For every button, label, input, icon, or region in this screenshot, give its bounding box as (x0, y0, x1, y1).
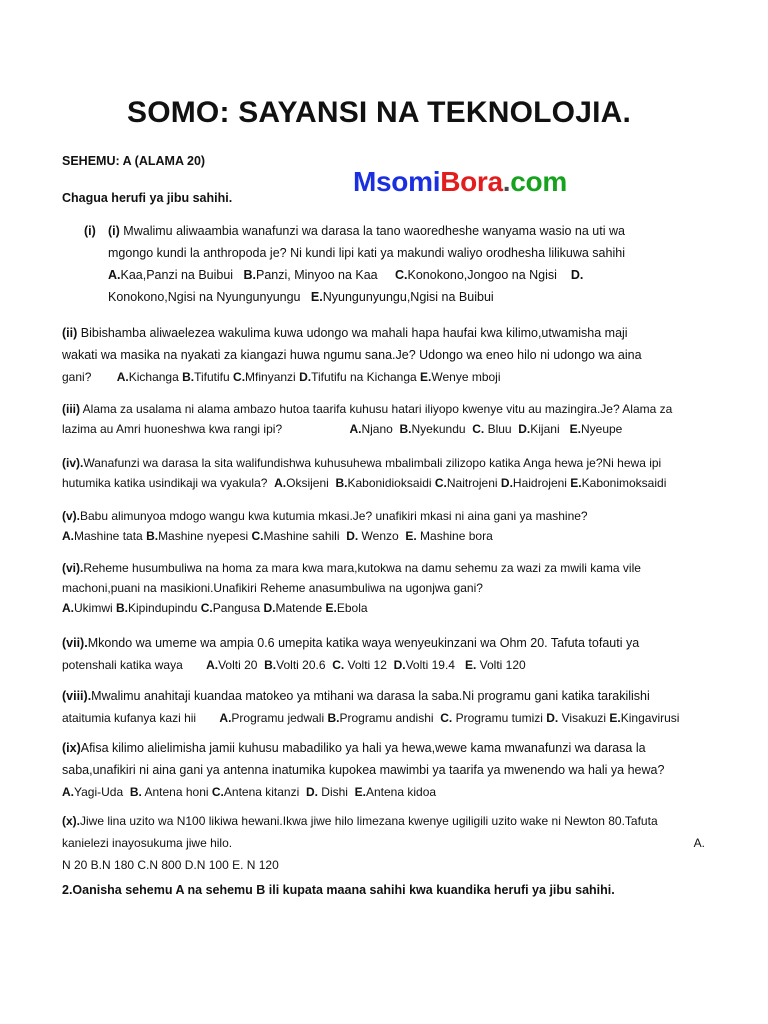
option-d-text: Visakuzi (561, 711, 607, 725)
option-a-text: Yagi-Uda (74, 785, 124, 799)
option-a-letter: A. (62, 601, 74, 615)
question-4-text-1: Wanafunzi wa darasa la sita walifundishwa kuhusuhewa mbalimbali zilizopo katika Anga hewa je?Ni hewa ipi (83, 456, 662, 470)
question-2-text-1: Bibishamba aliwaelezea wakulima kuwa udongo wa mahali hapa haufai kwa kilimo,utwamisha maji (80, 326, 628, 340)
option-c-letter: C. (440, 711, 453, 725)
section-label: SEHEMU: A (ALAMA 20) (62, 154, 206, 168)
option-e-letter: E. (325, 601, 337, 615)
option-b-letter: B. (399, 422, 412, 436)
option-e-letter: E. (570, 476, 582, 490)
option-e-text: Volti 120 (479, 658, 526, 672)
option-e-letter: E. (569, 422, 581, 436)
option-c-text: Mashine sahili (263, 529, 340, 543)
option-d-letter: D. (305, 785, 318, 799)
question-5-options-line (62, 526, 717, 546)
question-10-text-1: Jiwe lina uzito wa N100 likiwa hewani.Ikwa jiwe hilo limezana kwenye ugiligili uzito wake ni Newton 80.Tafuta (80, 814, 658, 828)
question-6 (62, 558, 717, 618)
logo-part-msomi: Msomi (353, 166, 441, 197)
question-9-options-line (62, 781, 717, 803)
option-b-letter: B. (243, 268, 257, 282)
option-b-text: Programu andishi (339, 711, 434, 725)
option-a-letter: A. (108, 268, 121, 282)
option-b-letter: B. (146, 529, 159, 543)
option-c-letter: C. (395, 268, 408, 282)
question-10-text-2: kanielezi inayosukuma jiwe hilo. (62, 836, 233, 850)
question-9-text-1: Afisa kilimo alielimisha jamii kuhusu mabadiliko ya hali ya hewa,wewe kama mwanafunzi wa darasa la (80, 741, 646, 755)
question-9-text-2: saba,unafikiri ni aina gani ya antenna inatumika kupokea mawimbi ya taarifa ya mwenendo wa hali ya hewa? (62, 763, 665, 777)
option-a-text: Kichanga (128, 370, 179, 384)
option-c-text: Programu tumizi (455, 711, 543, 725)
option-b-text: Volti 20.6 (276, 658, 326, 672)
option-e-text: Kingavirusi (620, 711, 680, 725)
option-c-text: Antena kitanzi (223, 785, 300, 799)
question-2-number: (ii) (62, 326, 78, 340)
option-d-text: Kijani (530, 422, 560, 436)
option-b-letter: B. (264, 658, 277, 672)
option-d-text: Haidrojeni (512, 476, 567, 490)
question-4 (62, 453, 717, 493)
logo-part-bora: Bora (440, 166, 503, 197)
question-1-options-line-2 (62, 286, 717, 308)
question-3-text-2: lazima au Amri huoneshwa kwa rangi ipi? (62, 422, 283, 436)
question-9 (62, 737, 717, 803)
option-d-letter: D. (263, 601, 276, 615)
option-e-text: Mashine bora (420, 529, 493, 543)
question-8 (62, 685, 717, 729)
option-c-letter: C. (211, 785, 224, 799)
option-c-letter: C. (434, 476, 447, 490)
question-4-options-line (62, 473, 717, 493)
option-d-text: Konokono,Ngisi na Nyungunyungu (108, 290, 301, 304)
option-a-letter: A. (62, 785, 74, 799)
question-4-number: (iv). (62, 456, 84, 470)
option-b-text: Tifutifu (194, 370, 230, 384)
question-6-text-1: Reheme husumbuliwa na homa za mara kwa mara,kutokwa na damu sehemu za wazi za mwili kama vile (83, 561, 641, 575)
option-d-letter: D. (570, 268, 584, 282)
option-b-text: Antena honi (144, 785, 209, 799)
option-b-letter: B. (327, 711, 340, 725)
option-e-text: Kabonimoksaidi (581, 476, 667, 490)
option-c-text: Volti 12 (347, 658, 387, 672)
option-b-letter: B. (129, 785, 142, 799)
option-b-letter: B. (182, 370, 195, 384)
option-e-text: Nyeupe (580, 422, 623, 436)
question-3-options-line (62, 419, 717, 439)
option-a-letter: A. (116, 370, 129, 384)
question-7-text-1: Mkondo wa umeme wa ampia 0.6 umepita katika waya wenyeukinzani wa Ohm 20. Tafuta tofauti ya (87, 636, 640, 650)
option-e-text: Ebola (336, 601, 368, 615)
option-e-letter: E. (310, 290, 323, 304)
option-c-text: Konokono,Jongoo na Ngisi (407, 268, 557, 282)
option-c-text: Mfinyanzi (245, 370, 296, 384)
option-a-text: Njano (361, 422, 393, 436)
question-1-text-2: mgongo kundi la anthropoda je? Ni kundi lipi kati ya makundi waliyo orodhesha lilikuwa sahihi (108, 246, 625, 260)
question-3-number: (iii) (62, 402, 80, 416)
option-c-letter: C. (472, 422, 485, 436)
option-c-text: Pangusa (212, 601, 261, 615)
option-e-letter: E. (464, 658, 477, 672)
option-a-text: Mashine tata (74, 529, 143, 543)
option-d-letter: D. (393, 658, 406, 672)
option-a-letter: A. (62, 529, 74, 543)
next-question-heading: 2.Oanisha sehemu A na sehemu B ili kupata maana sahihi kwa kuandika herufi ya jibu sahihi. (62, 883, 615, 897)
question-6-text-2: machoni,puani na masikioni.Unafikiri Reheme anasumbuliwa na ugonjwa gani? (62, 581, 483, 595)
option-b-text: Kipindupindu (128, 601, 198, 615)
question-5 (62, 506, 717, 546)
question-10-option-a-letter: A. (693, 836, 705, 850)
option-b-text: Nyekundu (411, 422, 466, 436)
question-7-text-2: potenshali katika waya (62, 658, 183, 672)
logo-dot: . (502, 166, 511, 197)
question-7 (62, 632, 717, 676)
question-10-options-line: N 20 B.N 180 C.N 800 D.N 100 E. N 120 (62, 858, 279, 872)
option-a-letter: A. (274, 476, 287, 490)
question-8-text-1: Mwalimu anahitaji kuandaa matokeo ya mtihani wa darasa la saba.Ni programu gani katika tarakilishi (91, 689, 650, 703)
question-4-text-2: hutumika katika usindikaji wa vyakula? (62, 476, 268, 490)
question-2-text-3: gani? (62, 370, 92, 384)
question-2 (62, 322, 717, 388)
question-1-inner-number: (i) (108, 224, 120, 238)
option-a-letter: A. (349, 422, 362, 436)
instruction-text: Chagua herufi ya jibu sahihi. (62, 191, 233, 205)
option-d-letter: D. (299, 370, 312, 384)
page-title: SOMO: SAYANSI NA TEKNOLOJIA. (127, 96, 632, 129)
option-d-letter: D. (500, 476, 513, 490)
option-a-text: Programu jedwali (231, 711, 325, 725)
option-d-text: Tifutifu na Kichanga (311, 370, 417, 384)
option-c-letter: C. (233, 370, 246, 384)
option-a-text: Kaa,Panzi na Buibui (120, 268, 234, 282)
site-logo (353, 166, 567, 198)
question-1-options-line (62, 264, 717, 286)
option-d-text: Dishi (321, 785, 348, 799)
question-10 (62, 810, 717, 876)
option-c-letter: C. (332, 658, 345, 672)
question-1-line-1 (62, 220, 717, 242)
option-b-letter: B. (335, 476, 348, 490)
option-d-letter: D. (518, 422, 531, 436)
option-c-letter: C. (251, 529, 264, 543)
option-d-text: Volti 19.4 (405, 658, 455, 672)
question-10-number: (x). (62, 814, 80, 828)
question-6-options-line (62, 598, 717, 618)
option-e-letter: E. (405, 529, 417, 543)
question-6-number: (vi). (62, 561, 84, 575)
option-c-text: Naitrojeni (446, 476, 498, 490)
question-1 (62, 220, 717, 308)
option-a-text: Ukimwi (74, 601, 113, 615)
option-d-letter: D. (546, 711, 559, 725)
option-d-text: Matende (275, 601, 323, 615)
option-c-text: Bluu (487, 422, 512, 436)
question-9-number: (ix) (62, 741, 81, 755)
option-b-text: Mashine nyepesi (158, 529, 249, 543)
question-8-number: (viii). (62, 689, 92, 703)
question-8-options-line (62, 707, 717, 729)
question-7-number: (vii). (62, 636, 88, 650)
question-2-text-2: wakati wa masika na nyakati za kiangazi huwa ngumu sana.Je? Udongo wa eneo hilo ni udongo wa aina (62, 348, 642, 362)
option-e-letter: E. (354, 785, 366, 799)
option-e-letter: E. (420, 370, 432, 384)
question-1-number: (i) (84, 224, 96, 238)
question-2-options-line (62, 366, 717, 388)
question-5-number: (v). (62, 509, 80, 523)
question-8-text-2: ataitumia kufanya kazi hii (62, 711, 197, 725)
option-d-text: Wenzo (361, 529, 399, 543)
option-c-letter: C. (200, 601, 213, 615)
option-a-text: Volti 20 (218, 658, 258, 672)
option-a-letter: A. (219, 711, 232, 725)
option-a-letter: A. (206, 658, 219, 672)
question-3-text-1: Alama za usalama ni alama ambazo hutoa taarifa kuhusu hatari iliyopo kwenye vitu au mazingira.Je? Alama za (82, 402, 673, 416)
option-b-text: Kabonidioksaidi (347, 476, 432, 490)
option-d-letter: D. (346, 529, 359, 543)
option-e-text: Wenye mboji (431, 370, 501, 384)
option-a-text: Oksijeni (286, 476, 329, 490)
option-e-letter: E. (609, 711, 621, 725)
option-e-text: Antena kidoa (365, 785, 437, 799)
option-b-text: Panzi, Minyoo na Kaa (256, 268, 378, 282)
question-5-text-1: Babu alimunyoa mdogo wangu kwa kutumia mkasi.Je? unafikiri mkasi ni aina gani ya mashine? (80, 509, 588, 523)
question-3 (62, 399, 717, 439)
question-7-options-line (62, 654, 717, 676)
option-b-letter: B. (116, 601, 129, 615)
option-e-text: Nyungunyungu,Ngisi na Buibui (322, 290, 494, 304)
logo-part-com: com (510, 166, 567, 197)
question-1-text-1: Mwalimu aliwaambia wanafunzi wa darasa la tano waoredheshe wanyama wasio na uti wa (123, 224, 625, 238)
